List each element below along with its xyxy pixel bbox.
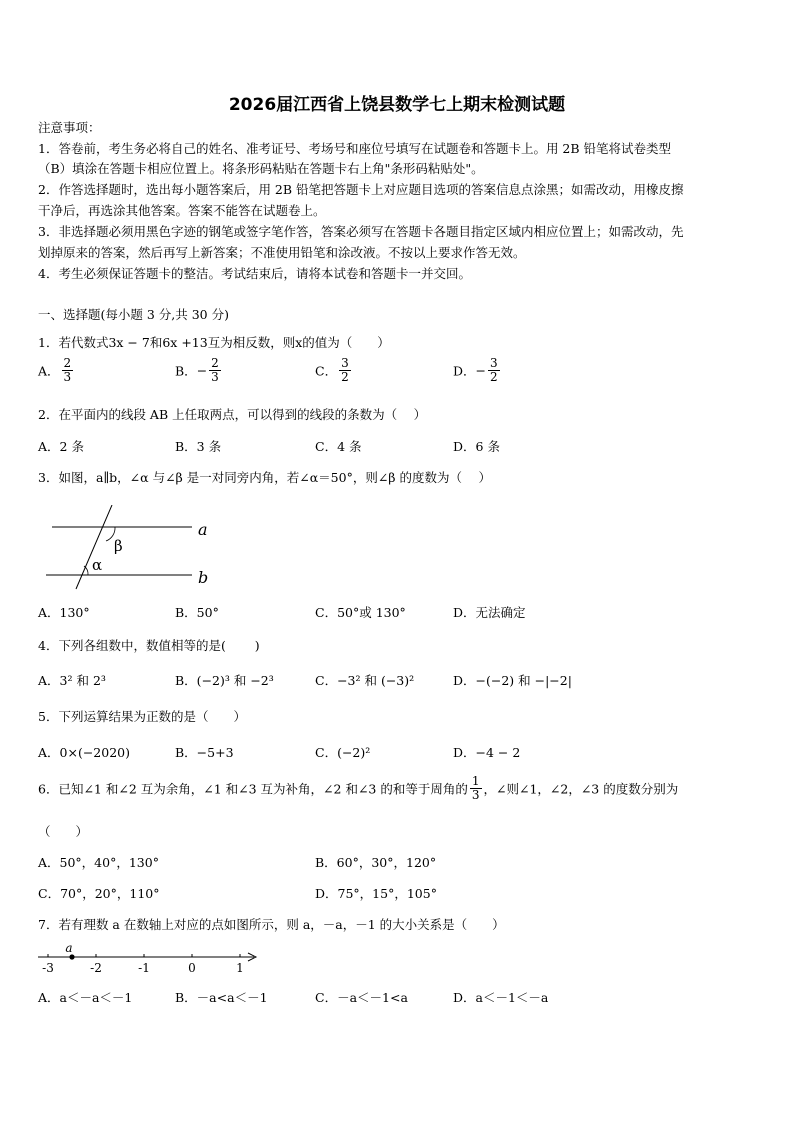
axis-tick-label: -2: [90, 961, 102, 975]
question-5-stem: 5．下列运算结果为正数的是（ ）: [38, 709, 246, 724]
q1-option-c: [315, 357, 353, 384]
q6-stem-text: ，∠则∠1，∠2，∠3 的度数分别为: [483, 781, 679, 797]
q7-option-b: B．－a<a＜－1: [175, 990, 268, 1005]
transversal-line: [76, 505, 112, 589]
q5-option-c: C．(−2)²: [315, 745, 371, 760]
question-7-stem: 7．若有理数 a 在数轴上对应的点如图所示，则 a，－a，－1 的大小关系是（ ）: [38, 917, 505, 932]
fraction: [488, 357, 500, 384]
parallel-lines-figure: [40, 505, 230, 595]
q6-option-c: C．70°，20°，110°: [38, 886, 160, 901]
point-a-marker: [69, 954, 74, 959]
q3-option-d: D．无法确定: [453, 605, 526, 620]
question-3-stem: 3．如图，a∥b，∠α 与∠β 是一对同旁内角，若∠α＝50°，则∠β 的度数为（ ）: [38, 470, 491, 485]
fraction: [209, 357, 221, 384]
q2-option-b: B．3 条: [175, 439, 222, 454]
q5-option-b: B．−5+3: [175, 745, 234, 760]
notice-line: 3．非选择题必须用黑色字迹的钢笔或签字笔作答，答案必须写在答题卡各题目指定区域内相应位置上；如需改动，先: [38, 224, 684, 239]
axis-tick-label: -3: [42, 961, 54, 975]
option-label: B．: [175, 363, 197, 379]
question-1-stem: [38, 333, 390, 351]
notice-line: （B）填涂在答题卡相应位置上。将条形码粘贴在答题卡右上角"条形码粘贴处"。: [38, 161, 484, 176]
q6-stem-paren: （ ）: [38, 824, 89, 839]
question-2-stem: 2．在平面内的线段 AB 上任取两点，可以得到的线段的条数为（ ）: [38, 407, 427, 422]
number-line-figure: [34, 940, 264, 976]
q4-option-a: A．3² 和 2³: [38, 673, 106, 688]
point-a-label: a: [65, 941, 73, 955]
numerator: 3: [490, 356, 498, 370]
q1-option-b: [175, 357, 223, 384]
q6-option-a: A．50°，40°，130°: [38, 855, 159, 870]
q4-option-c: C．−3² 和 (−3)²: [315, 673, 415, 688]
q4-option-b: B．(−2)³ 和 −2³: [175, 673, 274, 688]
q1-option-a: [38, 357, 75, 384]
section-heading: 一、选择题(每小题 3 分,共 30 分): [38, 307, 229, 322]
denominator: 2: [490, 370, 498, 384]
q1-stem-text: 的值为（ ）: [302, 335, 390, 350]
fraction: [339, 357, 351, 384]
notice-line: 2．作答选择题时，选出每小题答案后，用 2B 铅笔把答题卡上对应题目选项的答案信息点涂黑；如需改动，用橡皮擦: [38, 182, 684, 197]
q3-option-c: C．50°或 130°: [315, 605, 406, 620]
q1-stem-text: 1．若代数式: [38, 335, 109, 350]
q6-option-d: D．75°，15°，105°: [315, 886, 437, 901]
q1-expr2: 6x +13: [162, 335, 208, 350]
option-label: C．: [315, 363, 338, 379]
label-beta: β: [114, 537, 123, 555]
notice-line: 4．考生必须保证答题卡的整洁。考试结束后，请将本试卷和答题卡一并交回。: [38, 266, 471, 281]
page-title: 2026届江西省上饶县数学七上期末检测试题: [228, 95, 566, 115]
fraction: [470, 775, 482, 802]
question-6-stem: [38, 775, 678, 802]
axis-tick-label: 1: [236, 961, 244, 975]
q1-option-d: [453, 357, 502, 384]
notice-line: 1．答卷前，考生务必将自己的姓名、准考证号、考场号和座位号填写在试题卷和答题卡上。用 2B 铅笔将试卷类型: [38, 141, 672, 156]
notice-line: 划掉原来的答案，然后再写上新答案；不准使用铅笔和涂改液。不按以上要求作答无效。: [38, 245, 526, 260]
q2-option-c: C．4 条: [315, 439, 362, 454]
fraction: [62, 357, 74, 384]
option-label: A．: [38, 363, 60, 379]
q6-option-b: B．60°，30°，120°: [315, 855, 437, 870]
q5-option-a: A．0×(−2020): [38, 745, 130, 760]
q3-option-b: B．50°: [175, 605, 219, 620]
sign: −: [475, 363, 487, 378]
numerator: 1: [471, 774, 480, 788]
axis-tick-label: 0: [188, 961, 196, 975]
q7-option-a: A．a＜－a＜－1: [38, 990, 133, 1005]
denominator: 3: [63, 370, 72, 384]
axis-tick-label: -1: [138, 961, 150, 975]
q1-stem-text: 和: [149, 335, 163, 350]
q6-stem-text: 6．已知∠1 和∠2 互为余角，∠1 和∠3 互为补角，∠2 和∠3 的和等于周角的: [38, 781, 468, 797]
alpha-arc: [84, 566, 88, 575]
q1-stem-text: 互为相反数，则: [207, 335, 296, 350]
q5-option-d: D．−4 − 2: [453, 745, 521, 760]
notice-heading: 注意事项：: [38, 120, 101, 135]
q7-option-c: C．－a＜－1<a: [315, 990, 408, 1005]
question-4-stem: 4．下列各组数中，数值相等的是( ): [38, 638, 260, 653]
q3-option-a: A．130°: [38, 605, 90, 620]
q1-expr1: 3x − 7: [108, 335, 150, 350]
denominator: 3: [471, 788, 480, 802]
label-alpha: α: [92, 556, 103, 574]
label-b: b: [198, 568, 209, 587]
q2-option-d: D．6 条: [453, 439, 500, 454]
option-label: D．: [453, 363, 476, 379]
q7-option-d: D．a＜－1＜－a: [453, 990, 549, 1005]
q1-var: x: [295, 335, 303, 350]
numerator: 3: [341, 356, 349, 370]
notice-line: 干净后，再选涂其他答案。答案不能答在试题卷上。: [38, 203, 326, 218]
q4-option-d: D．−(−2) 和 −|−2|: [453, 673, 572, 688]
numerator: 2: [63, 356, 72, 370]
sign: −: [196, 363, 208, 378]
q2-option-a: A．2 条: [38, 439, 84, 454]
denominator: 2: [341, 370, 349, 384]
numerator: 2: [211, 356, 219, 370]
label-a: a: [198, 520, 208, 539]
denominator: 3: [211, 370, 219, 384]
